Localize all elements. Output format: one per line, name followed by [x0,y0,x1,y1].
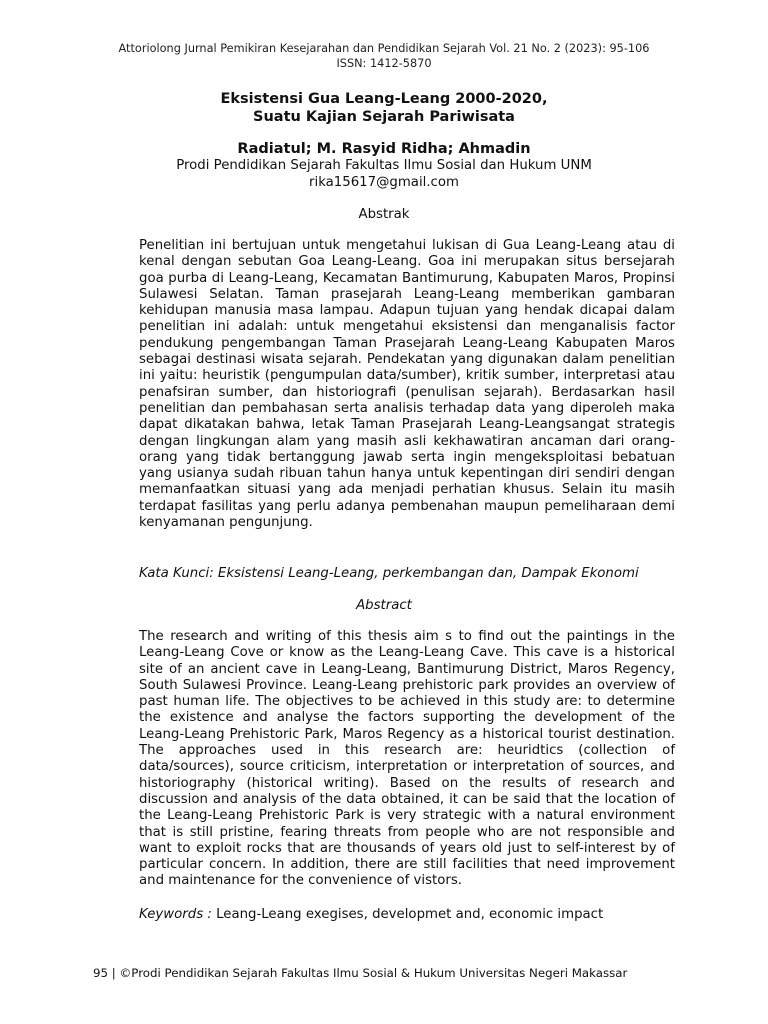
abstrak-heading: Abstrak [358,207,410,222]
keywords-label: Keywords : [139,907,212,922]
journal-header [0,41,768,71]
abstract-body: The research and writing of this thesis aim s to find out the paintings in the Leang-Leang Cove or know as the Leang-Leang Cave. This cave is a historical site of an ancient cave in Leang-Leang, Bantimurung District, Maros Regency, South Sulawesi Province. Leang-Leang prehistoric park provides an overview of past human life. The objectives to be achieved in this study are: to determine the existence and analyse the factors supporting the development of the Leang-Leang Prehistoric Park, Maros Regency as a historical tourist destination. The approaches used in this research are: heuridtics (collection of data/sources), source criticism, interpretation or interpretation of sources, and historiography (historical writing). Based on the results of research and discussion and analysis of the data obtained, it can be said that the location of the Leang-Leang Prehistoric Park is very strategic with a natural environment that is still pristine, fearing threats from people who are not responsible and want to exploit rocks that are thousands of years old just to self-interest by of particular concern. In addition, there are still facilities that need improvement and maintenance for the convenience of vistors. [139,629,675,889]
paper-title [0,90,768,126]
title-line-1: Eksistensi Gua Leang-Leang 2000-2020, [220,91,548,107]
keywords-line [139,906,679,923]
abstract-heading: Abstract [356,598,412,613]
keywords-text: Leang-Leang exegises, developmet and, economic impact [211,907,604,922]
kata-kunci: Kata Kunci: Eksistensi Leang-Leang, perkembangan dan, Dampak Ekonomi [139,566,639,581]
issn: ISSN: 1412-5870 [336,57,432,70]
author-list: Radiatul; M. Rasyid Ridha; Ahmadin [237,141,531,157]
author-email: rika15617@gmail.com [309,175,459,190]
title-line-2: Suatu Kajian Sejarah Pariwisata [253,109,515,125]
author-affiliation-block [0,157,768,191]
journal-citation: Attoriolong Jurnal Pemikiran Kesejarahan dan Pendidikan Sejarah Vol. 21 No. 2 (2023): 95-106 [118,42,650,55]
affiliation: Prodi Pendidikan Sejarah Fakultas Ilmu Sosial dan Hukum UNM [176,158,592,173]
page-footer: 95 | ©Prodi Pendidikan Sejarah Fakultas Ilmu Sosial & Hukum Universitas Negeri Makassar [93,966,628,980]
abstrak-body: Penelitian ini bertujuan untuk mengetahui lukisan di Gua Leang-Leang atau di kenal dengan sebutan Goa Leang-Leang. Goa ini merupakan situs bersejarah goa purba di Leang-Leang, Kecamatan Bantimurung, Kabupaten Maros, Propinsi Sulawesi Selatan. Taman prasejarah Leang-Leang memberikan gambaran kehidupan manusia masa lampau. Adapun tujuan yang hendak dicapai dalam penelitian ini adalah: untuk mengetahui eksistensi dan menganalisis factor pendukung pengembangan Taman Prasejarah Leang-Leang Kabupaten Maros sebagai destinasi wisata sejarah. Pendekatan yang digunakan dalam penelitian ini yaitu: heuristik (pengumpulan data/sumber), kritik sumber, interpretasi atau penafsiran sumber, dan historiografi (penulisan sejarah). Berdasarkan hasil penelitian dan pembahasan serta analisis terhadap data yang diperoleh maka dapat dikatakan bahwa, letak Taman Prasejarah Leang-Leangsangat strategis dengan lingkungan alam yang masih asli kekhawatiran ancaman dari orang-orang yang tidak bertanggung jawab serta ingin mengeksploitasi bebatuan yang usianya sudah ribuan tahun hanya untuk kepentingan diri sendiri dengan memanfaatkan situasi yang ada menjadi perhatian khusus. Selain itu masih terdapat fasilitas yang perlu adanya pembenahan maupun pemeliharaan demi kenyamanan pengunjung. [139,238,675,531]
